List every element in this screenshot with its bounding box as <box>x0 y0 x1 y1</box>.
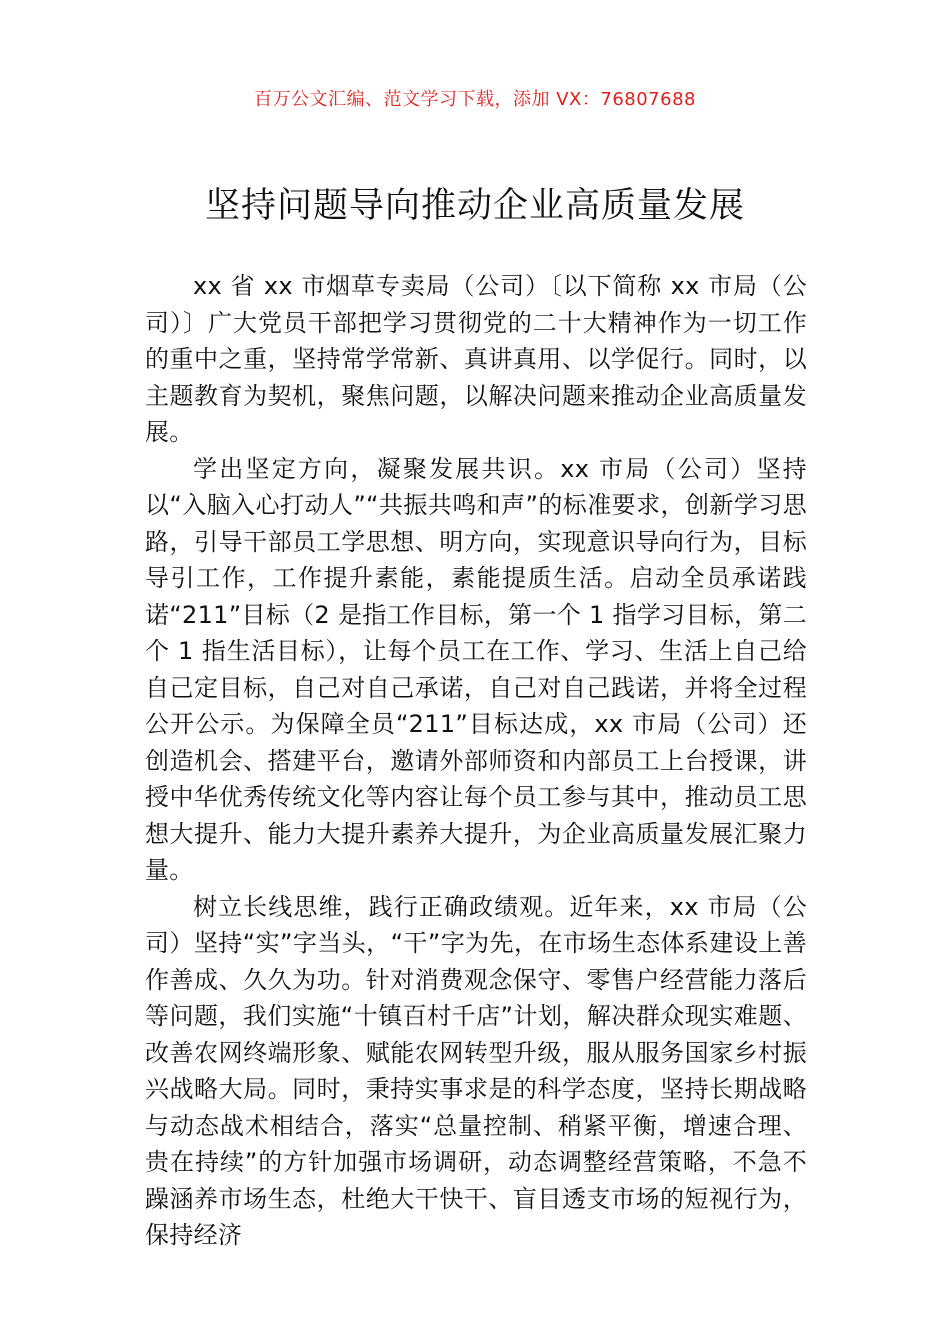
paragraph-intro: xx 省 xx 市烟草专卖局（公司）〔以下简称 xx 市局（公司）〕广大党员干部把学习贯彻党的二十大精神作为一切工作的重中之重，坚持常学常新、真讲真用、以学促行。同时，以主题教育为契机，聚焦问题，以解决问题来推动企业高质量发展。 <box>145 272 807 446</box>
document-body <box>145 268 807 1254</box>
document-title: 坚持问题导向推动企业高质量发展 <box>204 186 745 226</box>
download-notice-banner: 百万公文汇编、范文学习下载，添加 VX：76807688 <box>254 89 696 110</box>
paragraph-study-direction: 学出坚定方向，凝聚发展共识。xx 市局（公司）坚持以“入脑入心打动人”“共振共鸣和声”的标准要求，创新学习思路，引导干部员工学思想、明方向，实现意识导向行为，目标导引工作，工作提升素能，素能提质生活。启动全员承诺践诺“211”目标（2 是指工作目标，第一个 1 指学习目标，第二个 1 指生活目标），让每个员工在工作、学习、生活上自己给自己定目标，自己对自己承诺，自己对自己践诺，并将全过程公开公示。为保障全员“211”目标达成，xx 市局（公司）还创造机会、搭建平台，邀请外部师资和内部员工上台授课，讲授中华优秀传统文化等内容让每个员工参与其中，推动员工思想大提升、能力大提升素养大提升，为企业高质量发展汇聚力量。 <box>145 454 807 884</box>
paragraph-long-term-thinking: 树立长线思维，践行正确政绩观。近年来，xx 市局（公司）坚持“实”字当头，“干”字为先，在市场生态体系建设上善作善成、久久为功。针对消费观念保守、零售户经营能力落后等问题，我们实施“十镇百村千店”计划，解决群众现实难题、改善农网终端形象、赋能农网转型升级，服从服务国家乡村振兴战略大局。同时，秉持实事求是的科学态度，坚持长期战略与动态战术相结合，落实“总量控制、稍紧平衡，增速合理、贵在持续”的方针加强市场调研，动态调整经营策略，不急不躁涵养市场生态，杜绝大干快干、盲目透支市场的短视行为，保持经济 <box>145 892 807 1249</box>
